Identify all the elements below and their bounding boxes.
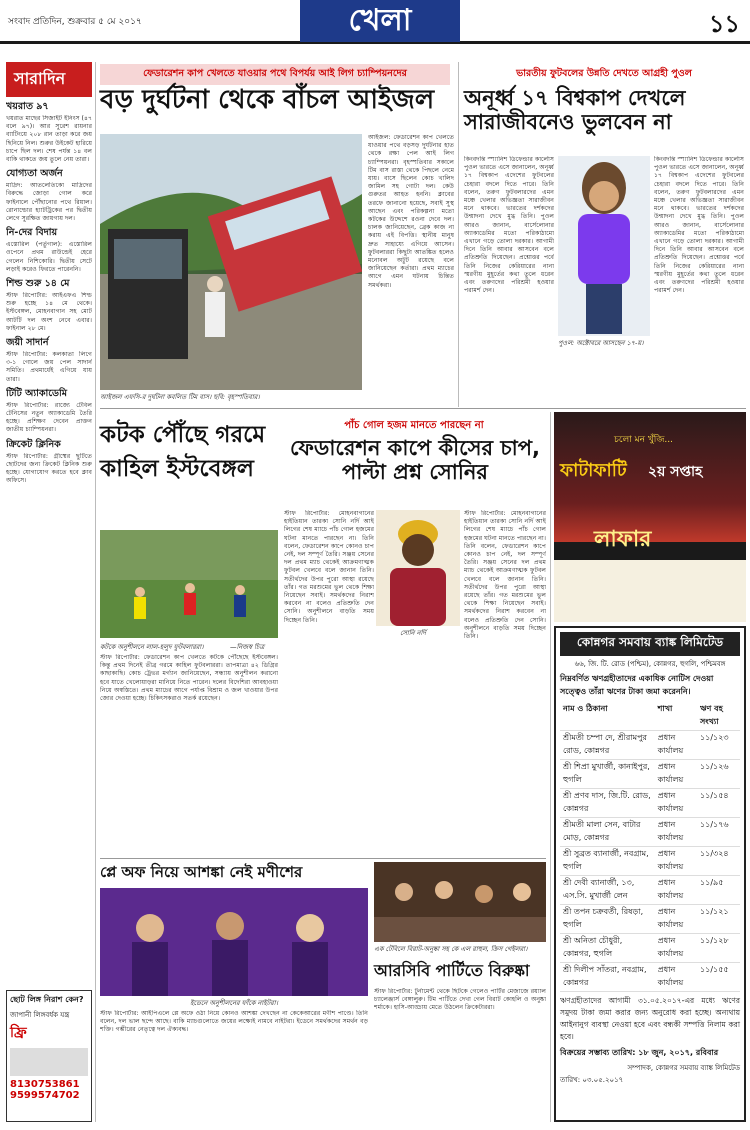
table-cell: প্রধান কার্যালয় <box>655 905 697 934</box>
story3-caption: কটকে অনুশীলনে লাল-হলুদ ফুটবলাররা। <box>100 643 204 651</box>
sidebar-title: সারাদিন <box>6 62 92 97</box>
ad-line3: ফ্রি <box>10 1025 27 1041</box>
table-cell: ১১/১২৬ <box>697 760 740 789</box>
bank-name: কোন্নগর সমবায় ব্যাঙ্ক লিমিটেড <box>560 632 740 656</box>
bank-address: ৬৬, জি. টি. রোড (পশ্চিম), কোন্নগর, হুগলি, পশ্চিমবঙ্গ <box>574 660 726 668</box>
table-cell: শ্রী অনিতা চৌধুরী, কোন্নগর, হুগলি <box>560 934 655 963</box>
table-row <box>560 818 740 847</box>
story3-body: স্টাফ রিপোর্টার: ফেডারেশন কাপ খেলতে কটকে পৌঁছেছে ইস্টবেঙ্গল। কিন্তু প্রথম দিনেই তীব্র গরমে কাহিল ফুটবলাররা। তাপমাত্রা ৪২ ডিগ্রির কাছাকাছি। কোচ ট্রেভর মর্গ্যান জানিয়েছেন, সন্ধ্যায় অনুশীলন করানো হবে যাতে খেলোয়াড়রা মানিয়ে নিতে পারেন। দলের বিদেশিরা আবহাওয়া নিয়ে অস্বস্তিতে। প্রথম ম্যাচের আগে পর্যাপ্ত বিশ্রাম ও জল খাওয়ার উপর জোর দেওয়া হচ্ছে। চিকিৎসকরাও সতর্ক রয়েছেন। <box>100 654 278 703</box>
table-cell: শ্রী সুব্রত ব্যানার্জী, নবগ্রাম, হুগলি <box>560 847 655 876</box>
story5-photo <box>100 888 368 996</box>
defaulter-table <box>560 702 740 992</box>
story4-body: স্টাফ রিপোর্টার: মোহনবাগানের হাইতিয়ান তারকা সোনি নর্দি আই লিগের শেষ ম্যাচে পাঁচ গোল হজমের ঘটনা মানতে পারছেন না। তিনি বলেন, ফেডারেশন কাপে কোনও চাপ নেই, দল সম্পূর্ণ তৈরি। সঞ্জয় সেনের দল প্রথম ম্যাচ থেকেই আক্রমণাত্মক ফুটবল খেলবে বলে জানান তিনি। সতীর্থদের উপর পুরো আস্থা রয়েছে তাঁর। গত মরশুমের ভুল থেকে শিক্ষা নিয়েছেন সবাই। সমর্থকদের নিরাশ করবেন না বলেও প্রতিশ্রুতি দেন সোনি। অনুশীলনে বাড়তি সময় দিচ্ছেন তিনি। <box>284 510 374 624</box>
table-header: শাখা <box>655 702 697 731</box>
story6-body: স্টাফ রিপোর্টার: টুর্নামেন্ট থেকে ছিটকে গেলেও পার্টির মেজাজে রয়্যাল চ্যালেঞ্জার্স বেঙ্গালুরু। টিম পার্টিতে দেখা গেল বিরাট কোহলি ও অনুষ্কা শর্মাকে। হাসি-আড্ডায় মেতে উঠলেন ক্রিকেটাররা। <box>374 988 546 1012</box>
sidebar-items <box>6 100 92 486</box>
table-cell: ১১/১২১ <box>697 905 740 934</box>
story4-body-2: স্টাফ রিপোর্টার: মোহনবাগানের হাইতিয়ান তারকা সোনি নর্দি আই লিগের শেষ ম্যাচে পাঁচ গোল হজমের ঘটনা মানতে পারছেন না। তিনি বলেন, ফেডারেশন কাপে কোনও চাপ নেই, দল সম্পূর্ণ তৈরি। সঞ্জয় সেনের দল প্রথম ম্যাচ থেকেই আক্রমণাত্মক ফুটবল খেলবে বলে জানান তিনি। সতীর্থদের উপর পুরো আস্থা রয়েছে তাঁর। গত মরশুমের ভুল থেকে শিক্ষা নিয়েছেন সবাই। সমর্থকদের নিরাশ করবেন না বলেও প্রতিশ্রুতি দেন সোনি। অনুশীলনে বাড়তি সময় দিচ্ছেন তিনি। <box>464 510 546 641</box>
table-cell: প্রধান কার্যালয় <box>655 818 697 847</box>
sidebar-item-heading: শিল্ড শুরু ১৪ মে <box>6 278 70 290</box>
table-cell: ১১/১৫৪ <box>697 789 740 818</box>
sidebar-item-text: খয়রাত মাছের সিজাইট ইনিংস (৪৭ বলে ৯৭)। আর সুরেশ রায়নার ব্যাটিংয়ে ২০৮ রান তাড়া করে জয় ছিনিয়ে নিল। শুরুর উইকেট হারিয়ে চাপে ছিল দল। শেষ পর্যন্ত ১৪ বল বাকি থাকতে জয় তুলে নেয় তারা। <box>6 115 92 164</box>
table-cell: প্রধান কার্যালয় <box>655 876 697 905</box>
bank-footer: ঋণগ্রহীতাদের আগামী ৩১.০৫.২০১৭-এর মধ্যে ঋণের সমুদয় টাকা জমা করার জন্য অনুরোধ করা হচ্ছে। অন্যথায় আইনানুগ ব্যবস্থা নেওয়া হবে এবং বন্ধকী সম্পত্তি নিলাম করা হবে। <box>560 996 740 1041</box>
table-cell: ১১/১২৮ <box>697 934 740 963</box>
bus-accident-image <box>100 134 362 390</box>
story2-headline: অনূর্ধ্ব ১৭ বিশ্বকাপ দেখলে সারাজীবনেও ভুলবেন না <box>464 86 686 135</box>
table-header: নাম ও ঠিকানা <box>560 702 655 731</box>
story4-tag: পাঁচ গোল হজম মানতে পারছেন না <box>344 420 484 431</box>
sidebar-item-text: স্টাফ রিপোর্টার: রাজ্যে টেবিল টেনিসের নতুন অ্যাকাডেমি তৈরি হচ্ছে। প্রশিক্ষণ দেবেন প্রাক্তন জাতীয় চ্যাম্পিয়নরা। <box>6 401 92 434</box>
story1-body: আইজল: ফেডারেশন কাপ খেলতে যাওয়ার পথে বড়সড় দুর্ঘটনার হাত থেকে রক্ষা পেল আই লিগ চ্যাম্পিয়নরা। বৃহস্পতিবার সকালে টিম বাস রাস্তা থেকে পিছলে নেমে যায়। বাসে ছিলেন কোচ খালিদ জামিল সহ গোটা দল। কেউ গুরুতর আহত হননি। ক্লাবের তরফে জানানো হয়েছে, সবাই সুস্থ আছেন এবং পরিকল্পনা মতো কটকের উদ্দেশে রওনা দেবে দল। চালক জানিয়েছেন, ব্রেক কাজ না করায় এই বিপত্তি। স্থানীয় মানুষ দ্রুত সাহায্যে এগিয়ে আসেন। ফুটবলাররা কিছুটা আতঙ্কিত হলেও মনোবল অটুট রয়েছে বলে জানিয়েছেন কর্তারা। প্রথম ম্যাচের আগে এমন ঘটনায় চিন্তিত সমর্থকরা। <box>368 134 454 289</box>
story6-caption: এক টেবিলে বিরাট-অনুষ্কা সহ কে এল রাহুল, ক্রিস গেইলরা। <box>374 945 528 953</box>
bank-date: তারিখ: ০৩.০৫.২০১৭ <box>560 1076 624 1084</box>
table-cell: শ্রীমতী চম্পা দে, শ্রীরামপুর রোড, কোন্নগর <box>560 731 655 760</box>
rcb-party-image <box>374 862 546 942</box>
story2-photo <box>558 156 650 336</box>
section-title: খেলা <box>300 0 460 42</box>
bank-sale-date: বিক্রয়ের সম্ভাব্য তারিখ: ১৮ জুন, ২০১৭, রবিবার <box>560 1048 719 1057</box>
story5-caption: ইডেনে অনুশীলনের ফাঁকে নাইটরা। <box>190 999 278 1007</box>
ad-line1: ছোট লিঙ্গ নিরাশ কেন? <box>10 995 84 1004</box>
sidebar-item-text: মাদ্রিদ: আতলেতিকো মাদ্রিদের বিরুদ্ধে জোড়া গোল করে ফাইনালে পৌঁছানোর পথে রিয়াল। রোনাল্ডোর হ্যাটট্রিকের পর দ্বিতীয় লেগে সুরক্ষিত জায়গায় দল। <box>6 182 92 223</box>
story6-headline: আরসিবি পার্টিতে বিরুষ্কা <box>374 961 530 980</box>
story2-caption: পুওল: অক্টোবরে আসছেন ১৭-য়। <box>558 339 644 347</box>
masthead <box>0 0 750 44</box>
sidebar-item-heading: খয়রাত ৯৭ <box>6 101 49 112</box>
ad-phone1: 8130753861 <box>10 1079 80 1090</box>
table-cell: শ্রী দেবী ব্যানার্জী, ১৩, এস.সি. মুখার্জী লেন <box>560 876 655 905</box>
sidebar <box>6 62 92 982</box>
table-cell: শ্রীমতী মালা সেন, বাটার মোড়, কোন্নগর <box>560 818 655 847</box>
sidebar-item-text: এস্তোরিল (পর্তুগাল): এস্তোরিল ওপেনে প্রথম রাউন্ডেই হেরে গেলেন নিশিকোরি। দ্বিতীয় সেটে লড়াই করেও ফিরতে পারেননি। <box>6 241 92 273</box>
table-cell: ১১/১২৩ <box>697 731 740 760</box>
bank-signature: সম্পাদক, কোন্নগর সমবায় ব্যাঙ্ক লিমিটেড <box>627 1064 740 1072</box>
table-cell: প্রধান কার্যালয় <box>655 760 697 789</box>
film-title: ফাটাফাটি <box>560 460 627 481</box>
sidebar-item-text: স্টাফ রিপোর্টার: আইএফএ শিল্ড শুরু হচ্ছে ১৪ মে থেকে। ইস্টবেঙ্গল, মোহনবাগান সহ মোট আটটি দল অংশ নেবে এবার। ফাইনাল ২৮ মে। <box>6 292 92 332</box>
table-cell: শ্রী তপন চক্রবর্তী, রিষড়া, হুগলি <box>560 905 655 934</box>
puyol-image <box>558 156 650 336</box>
story2-kicker: ভারতীয় ফুটবলের উন্নতি দেখতে আগ্রহী পুওল <box>464 64 744 85</box>
table-cell: প্রধান কার্যালয় <box>655 789 697 818</box>
table-row <box>560 963 740 992</box>
story1-photo <box>100 134 362 390</box>
story1-caption: আইজল এফসি-র দুর্ঘটনা কবলিত টিম বাস। ছবি: বৃহস্পতিবার। <box>100 393 260 401</box>
table-row <box>560 905 740 934</box>
story5-headline: প্লে অফ নিয়ে আশঙ্কা নেই মণীশের <box>100 863 303 881</box>
table-cell: শ্রী প্রণব দাস, জি.টি. রোড, কোন্নগর <box>560 789 655 818</box>
story3-headline: কটক পৌঁছে গরমে কাহিল ইস্টবেঙ্গল <box>100 422 266 482</box>
table-cell: প্রধান কার্যালয় <box>655 934 697 963</box>
sidebar-item-text: স্টাফ রিপোর্টার: গ্রীষ্মের ছুটিতে ছোটদের জন্য ক্রিকেট ক্লিনিক শুরু হচ্ছে। যোগাযোগ করতে হবে ক্লাব অফিসে। <box>6 452 92 485</box>
table-cell: ১১/৯৫ <box>697 876 740 905</box>
table-cell: ১১/৩২৪ <box>697 847 740 876</box>
date-line: সংবাদ প্রতিদিন, শুক্রবার ৫ মে ২০১৭ <box>8 17 142 27</box>
table-row <box>560 789 740 818</box>
table-row <box>560 876 740 905</box>
table-row <box>560 847 740 876</box>
small-ad <box>6 990 92 1122</box>
story2-body: কিংবদন্তি স্প্যানিশ ডিফেন্ডার কার্লোস পুওল ভারতে এসে জানালেন, অনূর্ধ্ব ১৭ বিশ্বকাপ এদেশের ফুটবলের চেহারা বদলে দিতে পারে। তিনি বলেন, তরুণ ফুটবলারদের এমন মঞ্চে খেলার অভিজ্ঞতা সারাজীবন মনে থাকবে। ভারতের দর্শকদের উন্মাদনা দেখে মুগ্ধ তিনি। পুওল আরও জানান, বার্সেলোনার অ্যাকাডেমির মতো পরিকাঠামো এখানে গড়ে তোলা দরকার। আগামী দিনে তিনি আবার আসবেন বলে প্রতিশ্রুতি দিয়েছেন। প্রশ্নোত্তর পর্বে তিনি নিজের কেরিয়ারের নানা স্মরণীয় মুহূর্তের কথা তুলে ধরেন এবং তরুণদের পরিশ্রমী হওয়ার পরামর্শ দেন। <box>464 156 554 295</box>
table-cell: প্রধান কার্যালয় <box>655 963 697 992</box>
table-cell: প্রধান কার্যালয় <box>655 847 697 876</box>
sidebar-item-heading: টিটি অ্যাকাডেমি <box>6 387 68 399</box>
story3-credit: —নিজস্ব চিত্র <box>230 643 265 651</box>
story4-headline: ফেডারেশন কাপে কীসের চাপ, পাল্টা প্রশ্ন সোনির <box>290 436 540 485</box>
bank-notice-text: নিম্নবর্ণিত ঋণগ্রহীতাদের একাধিক নোটিস দেওয়া সত্ত্বেও তাঁরা ঋণের টাকা জমা করেননি। <box>560 674 714 696</box>
table-cell: ১১/১৭৬ <box>697 818 740 847</box>
sony-norde-image <box>376 510 460 626</box>
sidebar-item-heading: জয়ী সাদার্ন <box>6 337 49 349</box>
table-cell: প্রধান কার্যালয় <box>655 731 697 760</box>
sidebar-item-text: স্টাফ রিপোর্টার: কলকাতা লিগে ৩-১ গোলে জয় পেল সাদার্ন সমিতি। প্রথমার্ধেই এগিয়ে যায় তারা। <box>6 351 92 383</box>
ad-phone2: 9599574702 <box>10 1090 80 1101</box>
story5-body: স্টাফ রিপোর্টার: আইপিএলে প্লে অফে ওঠা নিয়ে কোনও আশঙ্কা দেখছেন না কেকেআরের মণীশ পাণ্ডে। তিনি বলেন, দল ভাল ছন্দে আছে। বাকি ম্যাচগুলোতে জয়ের লক্ষ্যেই নামবে নাইটরা। ইডেনে সমর্থকদের সমর্থন বড় শক্তি। গম্ভীরের নেতৃত্বে দল ঐক্যবদ্ধ। <box>100 1010 368 1034</box>
table-cell: শ্রী দিলীপ সাঁতরা, নবগ্রাম, কোন্নগর <box>560 963 655 992</box>
table-cell: ১১/১৫৫ <box>697 963 740 992</box>
page-number: ১১ <box>708 10 740 38</box>
ad-line2: জাপানী লিঙ্গবর্ধক যন্ত্র <box>10 1011 70 1019</box>
story2-body-2: কিংবদন্তি স্প্যানিশ ডিফেন্ডার কার্লোস পুওল ভারতে এসে জানালেন, অনূর্ধ্ব ১৭ বিশ্বকাপ এদেশের ফুটবলের চেহারা বদলে দিতে পারে। তিনি বলেন, তরুণ ফুটবলারদের এমন মঞ্চে খেলার অভিজ্ঞতা সারাজীবন মনে থাকবে। ভারতের দর্শকদের উন্মাদনা দেখে মুগ্ধ তিনি। পুওল আরও জানান, বার্সেলোনার অ্যাকাডেমির মতো পরিকাঠামো এখানে গড়ে তোলা দরকার। আগামী দিনে তিনি আবার আসবেন বলে প্রতিশ্রুতি দিয়েছেন। প্রশ্নোত্তর পর্বে তিনি নিজের কেরিয়ারের নানা স্মরণীয় মুহূর্তের কথা তুলে ধরেন এবং তরুণদের পরিশ্রমী হওয়ার পরামর্শ দেন। <box>654 156 744 295</box>
film-tagline: চলো মন খুঁজি... <box>614 435 673 445</box>
story1-kicker: ফেডারেশন কাপ খেলতে যাওয়ার পথে বিপর্যয় আই লিগ চ্যাম্পিয়নদের <box>100 64 450 85</box>
practice-image <box>100 530 278 638</box>
story3-photo <box>100 530 278 638</box>
table-cell: শ্রী শিপ্রা মুখার্জী, কানাইপুর, হুগলি <box>560 760 655 789</box>
story1-headline: বড় দুর্ঘটনা থেকে বাঁচল আইজল <box>100 85 435 115</box>
table-header: ঋণ বহ সংখ্যা <box>697 702 740 731</box>
story6-photo <box>374 862 546 942</box>
story4-caption: সোনি নর্দি <box>400 629 426 637</box>
table-row <box>560 760 740 789</box>
sidebar-item-heading: নি-দের বিদায় <box>6 227 58 239</box>
film-ad <box>554 412 746 622</box>
story4-photo <box>376 510 460 626</box>
table-row <box>560 934 740 963</box>
film-name: লাফার <box>594 527 652 552</box>
film-week: ২য় সপ্তাহ <box>648 464 703 480</box>
sidebar-item-heading: যোগ্যতা অর্জন <box>6 168 63 180</box>
bank-notice <box>554 626 746 1122</box>
knights-image <box>100 888 368 996</box>
sidebar-item-heading: ক্রিকেট ক্লিনিক <box>6 438 61 450</box>
table-row <box>560 731 740 760</box>
